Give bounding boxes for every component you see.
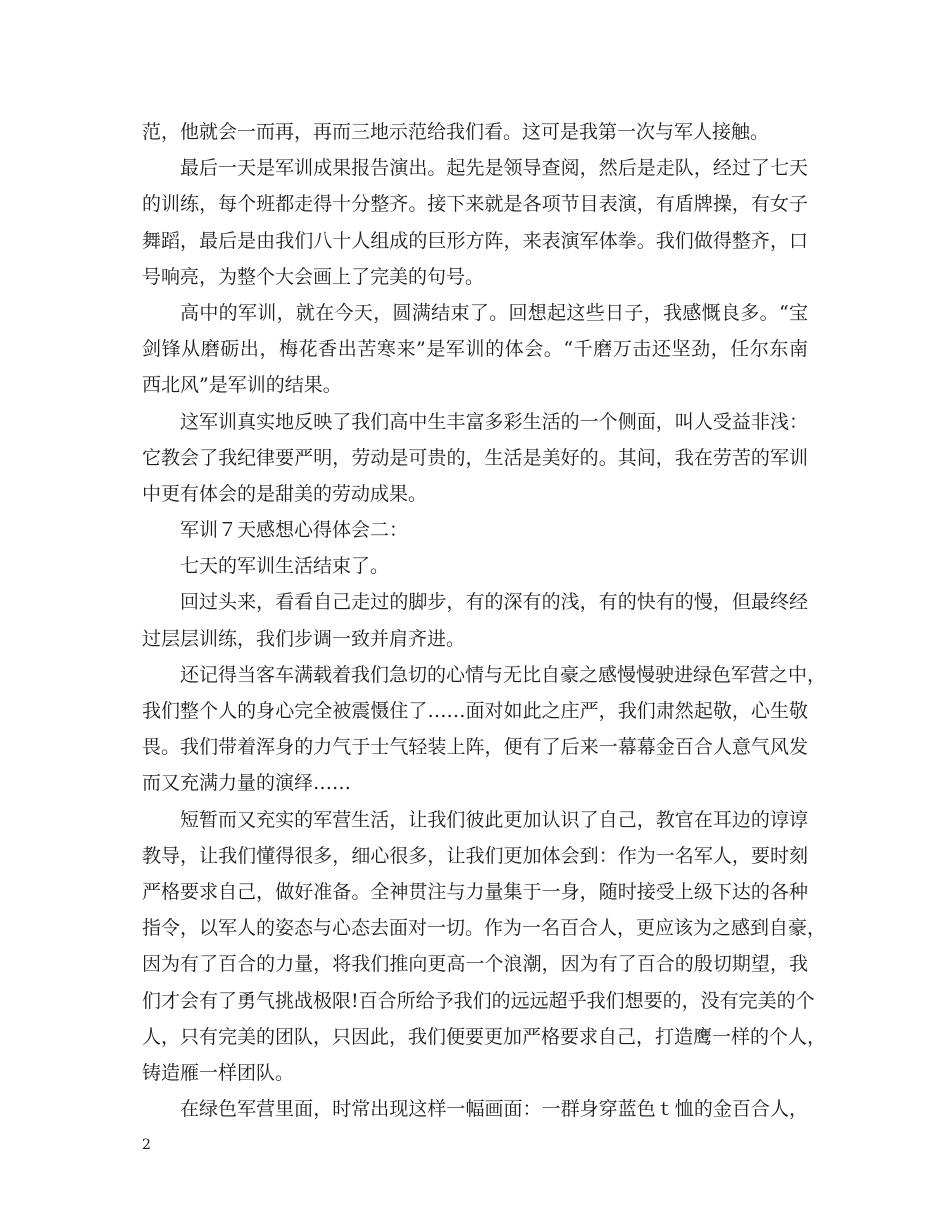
text-line: 这军训真实地反映了我们高中生丰富多彩生活的一个侧面，叫人受益非浅： [180, 410, 808, 433]
text-line: 教导，让我们懂得很多，细心很多，让我们更加体会到：作为一名军人，要时刻 [142, 844, 808, 867]
text-line: 我们整个人的身心完全被震慑住了……面对如此之庄严，我们肃然起敬，心生敬 [142, 700, 808, 722]
text-line: 人，只有完美的团队，只因此，我们便要更加严格要求自己，打造鹰一样的个人， [142, 1025, 827, 1048]
text-line: 因为有了百合的力量，将我们推向更高一个浪潮，因为有了百合的殷切期望，我 [142, 953, 808, 976]
text-line: 畏。我们带着浑身的力气于士气轻装上阵，便有了后来一幕幕金百合人意气风发 [142, 736, 808, 759]
text-line: 中更有体会的是甜美的劳动成果。 [142, 482, 428, 505]
text-line: 的训练，每个班都走得十分整齐。接下来就是各项节目表演，有盾牌操，有女子 [142, 193, 808, 216]
text-line: 指令，以军人的姿态与心态去面对一切。作为一名百合人，更应该为之感到自豪， [142, 917, 827, 940]
text-line: 范，他就会一而再，再而三地示范给我们看。这可是我第一次与军人接触。 [142, 121, 770, 143]
text-line: 号响亮，为整个大会画上了完美的句号。 [142, 265, 485, 288]
text-line: 过层层训练，我们步调一致并肩齐进。 [142, 627, 466, 650]
text-line: 在绿色军营里面，时常出现这样一幅画面：一群身穿蓝色ｔ恤的金百合人， [180, 1098, 808, 1121]
text-line: 舞蹈，最后是由我们八十人组成的巨形方阵，来表演军体拳。我们做得整齐，口 [142, 229, 808, 252]
text-line: 它教会了我纪律要严明，劳动是可贵的，生活是美好的。其间，我在劳苦的军训 [142, 446, 808, 469]
text-line: 高中的军训，就在今天，圆满结束了。回想起这些日子，我感慨良多。“宝 [180, 301, 808, 324]
text-line: 还记得当客车满载着我们急切的心情与无比自豪之感慢慢驶进绿色军营之中， [180, 663, 827, 686]
text-line: 军训７天感想心得体会二： [180, 519, 409, 542]
text-line: 而又充满力量的演绎…… [142, 772, 352, 795]
text-line: 剑锋从磨砺出，梅花香出苦寒来”是军训的体会。“千磨万击还坚劲，任尔东南 [142, 338, 808, 361]
page-number: 2 [142, 1137, 151, 1153]
text-line: 严格要求自己，做好准备。全神贯注与力量集于一身，随时接受上级下达的各种 [142, 880, 808, 903]
text-line: 们才会有了勇气挑战极限!百合所给予我们的远远超乎我们想要的，没有完美的个 [142, 989, 815, 1012]
text-line: 回过头来，看看自己走过的脚步，有的深有的浅，有的快有的慢，但最终经 [180, 591, 808, 614]
body-text [142, 114, 827, 1127]
text-line: 短暂而又充实的军营生活，让我们彼此更加认识了自己，教官在耳边的谆谆 [180, 808, 808, 831]
text-line: 铸造雁一样团队。 [142, 1061, 295, 1084]
text-line: 西北风”是军训的结果。 [142, 374, 342, 397]
text-line: 最后一天是军训成果报告演出。起先是领导查阅，然后是走队，经过了七天 [180, 157, 808, 180]
text-line: 七天的军训生活结束了。 [180, 555, 390, 578]
